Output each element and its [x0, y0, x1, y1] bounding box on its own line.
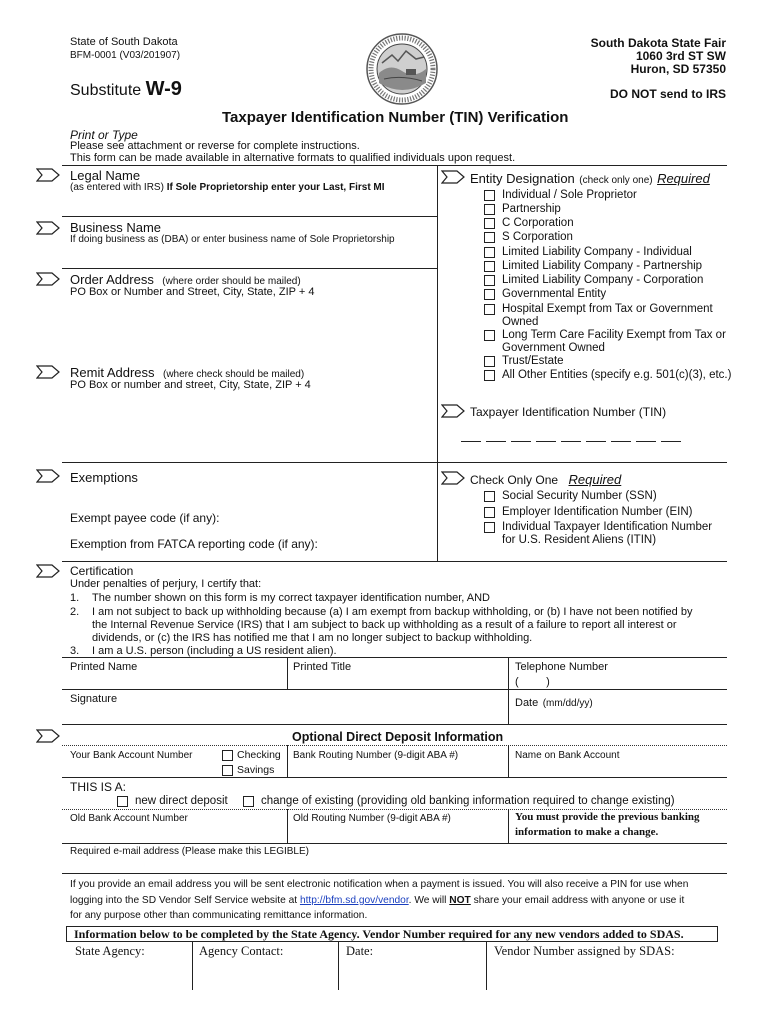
change-existing-label: change of existing (providing old banking information required to change existing): [261, 795, 675, 807]
legal-name-arrow-icon: [36, 168, 60, 182]
business-name-input[interactable]: [66, 247, 434, 265]
state-date-label: Date:: [346, 944, 374, 958]
entity-checkbox[interactable]: [484, 275, 495, 286]
checking-checkbox[interactable]: [222, 750, 233, 761]
print-or-type: Print or Type: [70, 128, 138, 142]
remit-address-arrow-icon: [36, 365, 60, 379]
legal-name-label: Legal Name: [70, 168, 141, 183]
business-name-label: Business Name: [70, 220, 162, 235]
fair-name: South Dakota State Fair: [590, 36, 726, 50]
do-not-send-notice: DO NOT send to IRS: [609, 87, 726, 101]
check-only-one-heading: [470, 471, 621, 489]
name-on-account-input[interactable]: [512, 762, 725, 776]
remit-address-input[interactable]: [66, 393, 434, 459]
email-notice-l2b: . We will: [408, 894, 447, 906]
cert-num-1: 1.: [70, 592, 80, 604]
w9-label: W-9: [145, 78, 182, 100]
email-input[interactable]: [66, 858, 724, 872]
entity-option-label: Hospital Exempt from Tax or Government: [502, 303, 713, 315]
certification-arrow-icon: [36, 564, 60, 578]
printed-name-label: Printed Name: [70, 661, 138, 673]
exemptions-label: Exemptions: [70, 470, 138, 485]
change-existing-checkbox[interactable]: [243, 796, 254, 807]
page-title: Taxpayer Identification Number (TIN) Verification: [222, 109, 569, 126]
telephone-label: Telephone Number: [515, 661, 608, 673]
entity-option-label: Limited Liability Company - Corporation: [502, 274, 704, 286]
printed-name-input[interactable]: [66, 673, 284, 687]
exempt-payee-label: Exempt payee code (if any):: [70, 511, 220, 525]
entity-checkbox[interactable]: [484, 247, 495, 258]
legal-name-sub: [70, 182, 385, 193]
entity-checkbox[interactable]: [484, 330, 495, 341]
email-notice-l2c: share your email address with anyone or use it: [473, 894, 685, 906]
tin-title: Taxpayer Identification Number (TIN): [470, 405, 667, 419]
ein-label: Employer Identification Number (EIN): [502, 506, 693, 518]
entity-required: Required: [657, 171, 710, 186]
savings-checkbox[interactable]: [222, 765, 233, 776]
state-use-banner: Information below to be completed by the State Agency. Vendor Number required for any new vendors added to SDAS.: [66, 926, 718, 942]
itin-label: Individual Taxpayer Identification Number: [502, 521, 713, 533]
old-account-input[interactable]: [66, 826, 284, 841]
form-heading: [70, 78, 182, 101]
vendor-self-service-link[interactable]: http://bfm.sd.gov/vendor: [299, 894, 409, 906]
certification-intro: Under penalties of perjury, I certify that:: [70, 578, 262, 590]
cert-item-1: The number shown on this form is my correct taxpayer identification number, AND: [92, 592, 491, 604]
routing-input[interactable]: [291, 762, 505, 776]
entity-option-8-line2: Owned: [502, 316, 539, 328]
vendor-number-input[interactable]: [490, 960, 718, 986]
entity-option-label: Individual / Sole Proprietor: [502, 189, 637, 201]
email-notice-l3: for any purpose other than communicating remittance information.: [70, 910, 368, 921]
ssn-label: Social Security Number (SSN): [502, 490, 657, 502]
cert-item-3: I am a U.S. person (including a US resident alien).: [92, 645, 337, 657]
state-name: State of South Dakota: [70, 36, 178, 48]
entity-option-label: All Other Entities (specify e.g. 501(c)(3), etc.): [502, 369, 732, 381]
entity-option-label: Long Term Care Facility Exempt from Tax or: [502, 329, 726, 341]
printed-title-input[interactable]: [291, 673, 505, 687]
email-notice-l1: If you provide an email address you will be sent electronic notification when a payment is issued. You will also receive a PIN for use when: [70, 879, 689, 890]
ein-checkbox[interactable]: [484, 507, 495, 518]
order-address-sub: PO Box or Number and Street, City, State, ZIP + 4: [70, 286, 315, 298]
exemptions-arrow-icon: [36, 469, 60, 483]
email-label: Required e-mail address (Please make this LEGIBLE): [70, 846, 309, 857]
entity-checkbox[interactable]: [484, 370, 495, 381]
entity-option-label: S Corporation: [502, 231, 573, 243]
cert-num-3: 3.: [70, 645, 80, 657]
form-id: BFM-0001 (V03/201907): [70, 50, 181, 61]
substitute-label: Substitute: [70, 82, 142, 99]
telephone-paren: ( ): [515, 676, 550, 688]
remit-address-note: (where check should be mailed): [163, 369, 305, 380]
order-address-arrow-icon: [36, 272, 60, 286]
legal-name-sub-2: If Sole Proprietorship enter your Last, First MI: [166, 182, 385, 193]
cert-item-2-l2: the Internal Revenue Service (IRS) that I am subject to back up withholding as a result of a failure to report all interest or: [92, 619, 677, 631]
order-address-input[interactable]: [66, 300, 434, 360]
bank-account-input[interactable]: [66, 762, 216, 776]
agency-contact-input[interactable]: [196, 960, 334, 986]
itin-label-line2: for U.S. Resident Aliens (ITIN): [502, 534, 657, 546]
entity-checkbox[interactable]: [484, 204, 495, 215]
exempt-payee-input[interactable]: [232, 509, 432, 525]
ssn-checkbox[interactable]: [484, 491, 495, 502]
check-only-one-required: Required: [568, 472, 622, 487]
old-routing-input[interactable]: [291, 826, 505, 841]
cert-num-2: 2.: [70, 606, 80, 618]
checking-label: Checking: [237, 749, 281, 761]
deposit-arrow-icon: [36, 729, 60, 743]
entity-checkbox[interactable]: [484, 190, 495, 201]
entity-option-label: Limited Liability Company - Individual: [502, 246, 692, 258]
new-deposit-checkbox[interactable]: [117, 796, 128, 807]
entity-option-label: C Corporation: [502, 217, 574, 229]
state-date-input[interactable]: [342, 960, 482, 986]
signature-input[interactable]: [66, 705, 504, 722]
tin-arrow-icon: [441, 404, 465, 418]
entity-checkbox[interactable]: [484, 289, 495, 300]
entity-title: Entity Designation: [470, 171, 575, 186]
check-only-one-arrow-icon: [441, 471, 465, 485]
entity-option-label: Trust/Estate: [502, 355, 564, 367]
state-agency-input[interactable]: [70, 960, 188, 986]
email-notice: [70, 877, 726, 924]
entity-checkbox[interactable]: [484, 261, 495, 272]
itin-checkbox[interactable]: [484, 522, 495, 533]
name-on-account-label: Name on Bank Account: [515, 750, 620, 761]
date-label: Date: [515, 697, 539, 709]
fair-street: 1060 3rd ST SW: [635, 49, 726, 63]
instructions-line-2: This form can be made available in alternative formats to qualified individuals upon request.: [70, 152, 516, 164]
tin-input[interactable]: [458, 426, 683, 442]
must-provide-l1: You must provide the previous banking: [515, 811, 700, 823]
entity-option-label: Governmental Entity: [502, 288, 607, 300]
order-address-note: (where order should be mailed): [162, 276, 301, 287]
legal-name-sub-1: (as entered with IRS): [70, 182, 164, 193]
email-notice-l2a: logging into the SD Vendor Self Service website at: [70, 894, 298, 906]
legal-name-input[interactable]: [66, 196, 434, 214]
entity-checkbox[interactable]: [484, 304, 495, 315]
telephone-input[interactable]: [570, 674, 725, 688]
entity-arrow-icon: [441, 170, 465, 184]
routing-label: Bank Routing Number (9-digit ABA #): [293, 750, 459, 761]
entity-option-label: Partnership: [502, 203, 561, 215]
fatca-input[interactable]: [338, 535, 434, 551]
old-routing-label: Old Routing Number (9-digit ABA #): [293, 813, 451, 824]
business-name-sub: If doing business as (DBA) or enter business name of Sole Proprietorship: [70, 234, 395, 245]
order-address-label: Order Address: [70, 272, 154, 287]
must-provide-l2: information to make a change.: [515, 826, 659, 838]
business-name-arrow-icon: [36, 221, 60, 235]
entity-option-label: Limited Liability Company - Partnership: [502, 260, 703, 272]
date-input[interactable]: [512, 705, 725, 722]
cert-item-2-l1: I am not subject to back up withholding because (a) I am exempt from backup withholding, or (b) I have not been notified by: [92, 606, 693, 618]
remit-address-label: Remit Address: [70, 365, 155, 380]
agency-contact-label: Agency Contact:: [199, 944, 284, 958]
this-is-a-label: THIS IS A:: [70, 780, 127, 794]
deposit-title: Optional Direct Deposit Information: [292, 730, 504, 744]
entity-checkbox[interactable]: [484, 356, 495, 367]
fair-city: Huron, SD 57350: [630, 62, 726, 76]
bank-account-label: Your Bank Account Number: [70, 750, 193, 761]
entity-note: (check only one): [579, 175, 653, 186]
state-seal-icon: [366, 33, 438, 105]
printed-title-label: Printed Title: [293, 661, 352, 673]
check-only-one-label: Check Only One: [470, 473, 559, 487]
old-account-label: Old Bank Account Number: [70, 813, 188, 824]
instructions-line-1: Please see attachment or reverse for complete instructions.: [70, 140, 360, 152]
fatca-label: Exemption from FATCA reporting code (if any):: [70, 537, 318, 551]
date-format: (mm/dd/yy): [542, 698, 593, 709]
entity-checkbox[interactable]: [484, 232, 495, 243]
savings-label: Savings: [237, 764, 275, 776]
entity-option-9-line2: Government Owned: [502, 342, 605, 354]
signature-label: Signature: [70, 693, 118, 705]
email-notice-l2: [70, 893, 726, 909]
entity-heading: [470, 170, 710, 188]
email-notice-not: NOT: [449, 894, 471, 906]
vendor-number-label: Vendor Number assigned by SDAS:: [494, 944, 675, 958]
cert-item-2-l3: dividends, or (c) the IRS has notified me that I am no longer subject to backup withholding.: [92, 632, 533, 644]
certification-title: Certification: [70, 564, 134, 578]
new-deposit-label: new direct deposit: [135, 795, 228, 807]
remit-address-sub: PO Box or number and street, City, State, ZIP + 4: [70, 379, 311, 391]
state-agency-label: State Agency:: [75, 944, 145, 958]
entity-checkbox[interactable]: [484, 218, 495, 229]
